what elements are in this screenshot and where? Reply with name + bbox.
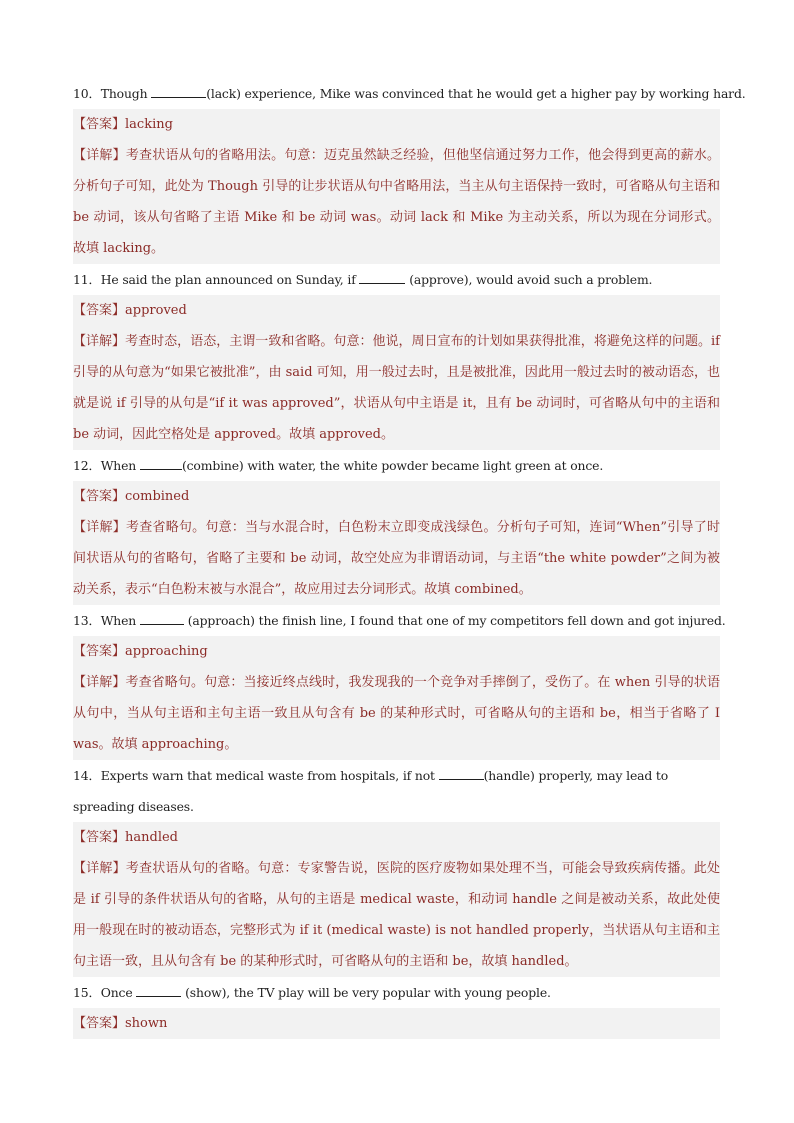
detail-text: 考查省略句。句意：当与水混合时，白色粉末立即变成浅绿色。分析句子可知，连词“When”引导了时间状语从句的省略句，省略了主要和 be 动词，故空处应为非谓语动词，与主语“the white powder”之间为被动关系，表示“白色粉末被与水混合”，故应用过去分词形式。故填 combined。: [73, 520, 720, 597]
answer-13: [73, 636, 720, 667]
question-11: 11．He said the plan announced on Sunday, if (approve), would avoid such a problem.: [73, 272, 653, 287]
detail-text: 考查省略句。句意：当接近终点线时，我发现我的一个竞争对手摔倒了，受伤了。在 when 引导的状语从句中，当从句主语和主句主语一致且从句含有 be 的某种形式时，可省略从句的主语和 be，相当于省略了 I was。故填 approaching。: [73, 675, 720, 752]
answer-tag: 【答案】: [73, 830, 126, 845]
detail-10: [73, 140, 720, 264]
answer-text: handled: [125, 830, 179, 845]
answer-blank: [151, 86, 206, 98]
answer-tag: 【答案】: [73, 303, 126, 318]
answer-tag: 【答案】: [73, 117, 126, 132]
answer-blank: [439, 768, 484, 780]
detail-tag: 【详解】: [73, 520, 126, 535]
question-13: 13．When (approach) the finish line, I found that one of my competitors fell down and got injured.: [73, 613, 726, 628]
answer-blank: [136, 985, 181, 997]
answer-tag: 【答案】: [73, 489, 126, 504]
answer-blank: [140, 613, 184, 625]
answer-text: combined: [125, 489, 190, 504]
detail-tag: 【详解】: [73, 334, 126, 349]
answer-tag: 【答案】: [73, 644, 126, 659]
answer-14: [73, 822, 720, 853]
question-12: 12．When (combine) with water, the white powder became light green at once.: [73, 458, 604, 473]
detail-12: [73, 512, 720, 605]
question-15: 15．Once (show), the TV play will be very popular with young people.: [73, 985, 551, 1000]
detail-11: [73, 326, 720, 450]
answer-11: [73, 295, 720, 326]
answer-blank: [140, 458, 182, 470]
detail-tag: 【详解】: [73, 675, 126, 690]
exercise-list: [73, 78, 746, 1039]
question-10: 10．Though (lack) experience, Mike was convinced that he would get a higher pay by working hard.: [73, 86, 746, 101]
detail-14: [73, 853, 720, 977]
detail-text: 考查状语从句的省略。句意：专家警告说，医院的医疗废物如果处理不当，可能会导致疾病传播。此处是 if 引导的条件状语从句的省略，从句的主语是 medical waste，和动词 handle 之间是被动关系，故此处使用一般现在时的被动语态，完整形式为 if it (medical waste) is not handled properly，当状语从句主语和主句主语一致，且从句含有 be 的某种形式时，可省略从句的主语和 be，故填 handled。: [73, 861, 720, 969]
answer-blank: [359, 272, 405, 284]
answer-15: [73, 1008, 720, 1039]
answer-12: [73, 481, 720, 512]
answer-tag: 【答案】: [73, 1016, 126, 1031]
answer-text: approaching: [125, 644, 208, 659]
answer-10: [73, 109, 720, 140]
detail-tag: 【详解】: [73, 861, 126, 876]
answer-text: shown: [125, 1016, 168, 1031]
question-14: 14．Experts warn that medical waste from hospitals, if not (handle) properly, may lead to spreading diseases.: [73, 768, 669, 814]
answer-text: approved: [125, 303, 187, 318]
answer-text: lacking: [125, 117, 173, 132]
detail-text: 考查时态，语态，主谓一致和省略。句意：他说，周日宣布的计划如果获得批准，将避免这样的问题。if 引导的从句意为“如果它被批准”，由 said 可知，用一般过去时，且是被批准，因此用一般过去时的被动语态，也就是说 if 引导的从句是“if it was approved”，状语从句中主语是 it，且有 be 动词时，可省略从句中的主语和 be 动词，因此空格处是 approved。故填 approved。: [73, 334, 720, 442]
detail-text: 考查状语从句的省略用法。句意：迈克虽然缺乏经验，但他坚信通过努力工作，他会得到更高的薪水。分析句子可知，此处为 Though 引导的让步状语从句中省略用法，当主从句主语保持一致时，可省略从句主语和 be 动词，该从句省略了主语 Mike 和 be 动词 was。动词 lack 和 Mike 为主动关系，所以为现在分词形式。故填 lacking。: [73, 148, 720, 256]
detail-13: [73, 667, 720, 760]
detail-tag: 【详解】: [73, 148, 126, 163]
